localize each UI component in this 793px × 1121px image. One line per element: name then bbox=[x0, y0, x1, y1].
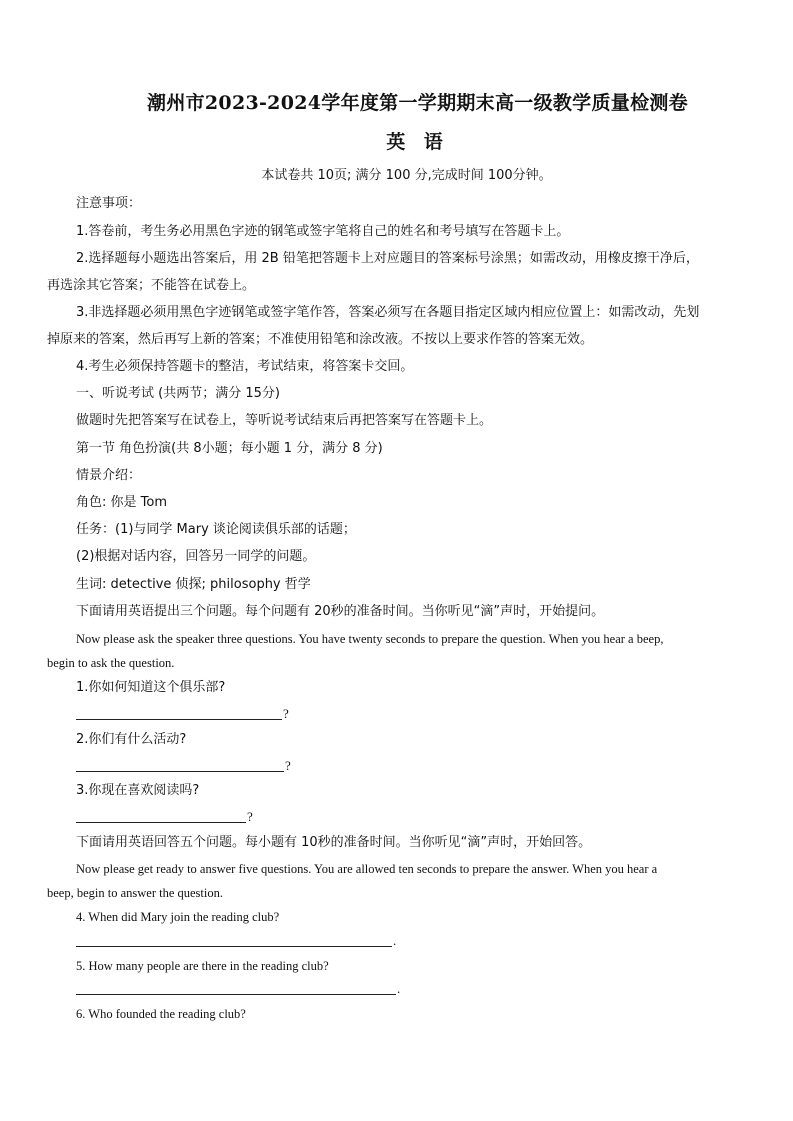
question-mark-1: ? bbox=[283, 706, 289, 721]
answer-instruction-en-line-2: beep, begin to answer the question. bbox=[47, 886, 223, 900]
section-1-instruction: 做题时先把答案写在试卷上，等听说考试结束后再把答案写在答题卡上。 bbox=[76, 413, 493, 428]
note-2-line-1: 2.选择题每小题选出答案后，用 2B 铅笔把答题卡上对应题目的答案标号涂黑；如需改动，用橡皮擦干净后， bbox=[76, 251, 699, 266]
note-3-line-1: 3.非选择题必须用黑色字迹钢笔或签字笔作答，答案必须写在各题目指定区域内相应位置上：如需改动，先划 bbox=[76, 305, 700, 320]
question-3: 3.你现在喜欢阅读吗? bbox=[76, 783, 200, 798]
question-5: 5. How many people are there in the reading club? bbox=[76, 959, 329, 973]
ask-instruction-en-line-2: begin to ask the question. bbox=[47, 656, 175, 670]
ask-instruction-en-line-1: Now please ask the speaker three questions. You have twenty seconds to prepare the question. When you hear a beep, bbox=[76, 632, 664, 646]
answer-blank-4[interactable] bbox=[76, 946, 392, 947]
notes-heading: 注意事项： bbox=[76, 196, 142, 211]
answer-instruction-en-line-1: Now please get ready to answer five questions. You are allowed ten seconds to prepare the answer. When you hear a bbox=[76, 862, 658, 876]
question-6: 6. Who founded the reading club? bbox=[76, 1007, 246, 1021]
answer-blank-5[interactable] bbox=[76, 994, 396, 995]
period-4: . bbox=[393, 933, 397, 948]
vocabulary-line: 生词: detective 侦探; philosophy 哲学 bbox=[76, 577, 311, 592]
note-3-line-2: 掉原来的答案，然后再写上新的答案；不准使用铅笔和涂改液。不按以上要求作答的答案无效。 bbox=[47, 332, 594, 347]
subject-title: 英 语 bbox=[386, 131, 449, 153]
ask-instruction-cn: 下面请用英语提出三个问题。每个问题有 20秒的准备时间。当你听见“滴”声时，开始提问。 bbox=[76, 604, 605, 619]
question-4: 4. When did Mary join the reading club? bbox=[76, 910, 280, 924]
note-4: 4.考生必须保持答题卡的整洁，考试结束，将答案卡交回。 bbox=[76, 359, 414, 374]
question-2: 2.你们有什么活动? bbox=[76, 732, 187, 747]
period-5: . bbox=[397, 981, 401, 996]
answer-blank-3[interactable] bbox=[76, 822, 246, 823]
note-1: 1.答卷前，考生务必用黑色字迹的钢笔或签字笔将自己的姓名和考号填写在答题卡上。 bbox=[76, 224, 570, 239]
exam-title: 潮州市2023-2024学年度第一学期期末高一级教学质量检测卷 bbox=[147, 92, 688, 114]
scene-intro: 情景介绍： bbox=[76, 468, 142, 483]
section-1-heading: 一、听说考试 (共两节；满分 15分) bbox=[76, 386, 280, 401]
answer-instruction-cn: 下面请用英语回答五个问题。每小题有 10秒的准备时间。当你听见“滴”声时，开始回答。 bbox=[76, 835, 592, 850]
question-1: 1.你如何知道这个俱乐部? bbox=[76, 680, 226, 695]
answer-blank-1[interactable] bbox=[76, 719, 282, 720]
task-1: 任务：(1)与同学 Mary 谈论阅读俱乐部的话题； bbox=[76, 522, 356, 537]
note-2-line-2: 再选涂其它答案；不能答在试卷上。 bbox=[47, 278, 256, 293]
question-mark-3: ? bbox=[247, 809, 253, 824]
part-1-heading: 第一节 角色扮演(共 8小题；每小题 1 分，满分 8 分) bbox=[76, 441, 383, 456]
answer-blank-2[interactable] bbox=[76, 771, 284, 772]
exam-intro: 本试卷共 10页; 满分 100 分,完成时间 100分钟。 bbox=[261, 168, 552, 183]
task-2: (2)根据对话内容，回答另一同学的问题。 bbox=[76, 549, 316, 564]
role-line: 角色: 你是 Tom bbox=[76, 495, 167, 510]
question-mark-2: ? bbox=[285, 758, 291, 773]
